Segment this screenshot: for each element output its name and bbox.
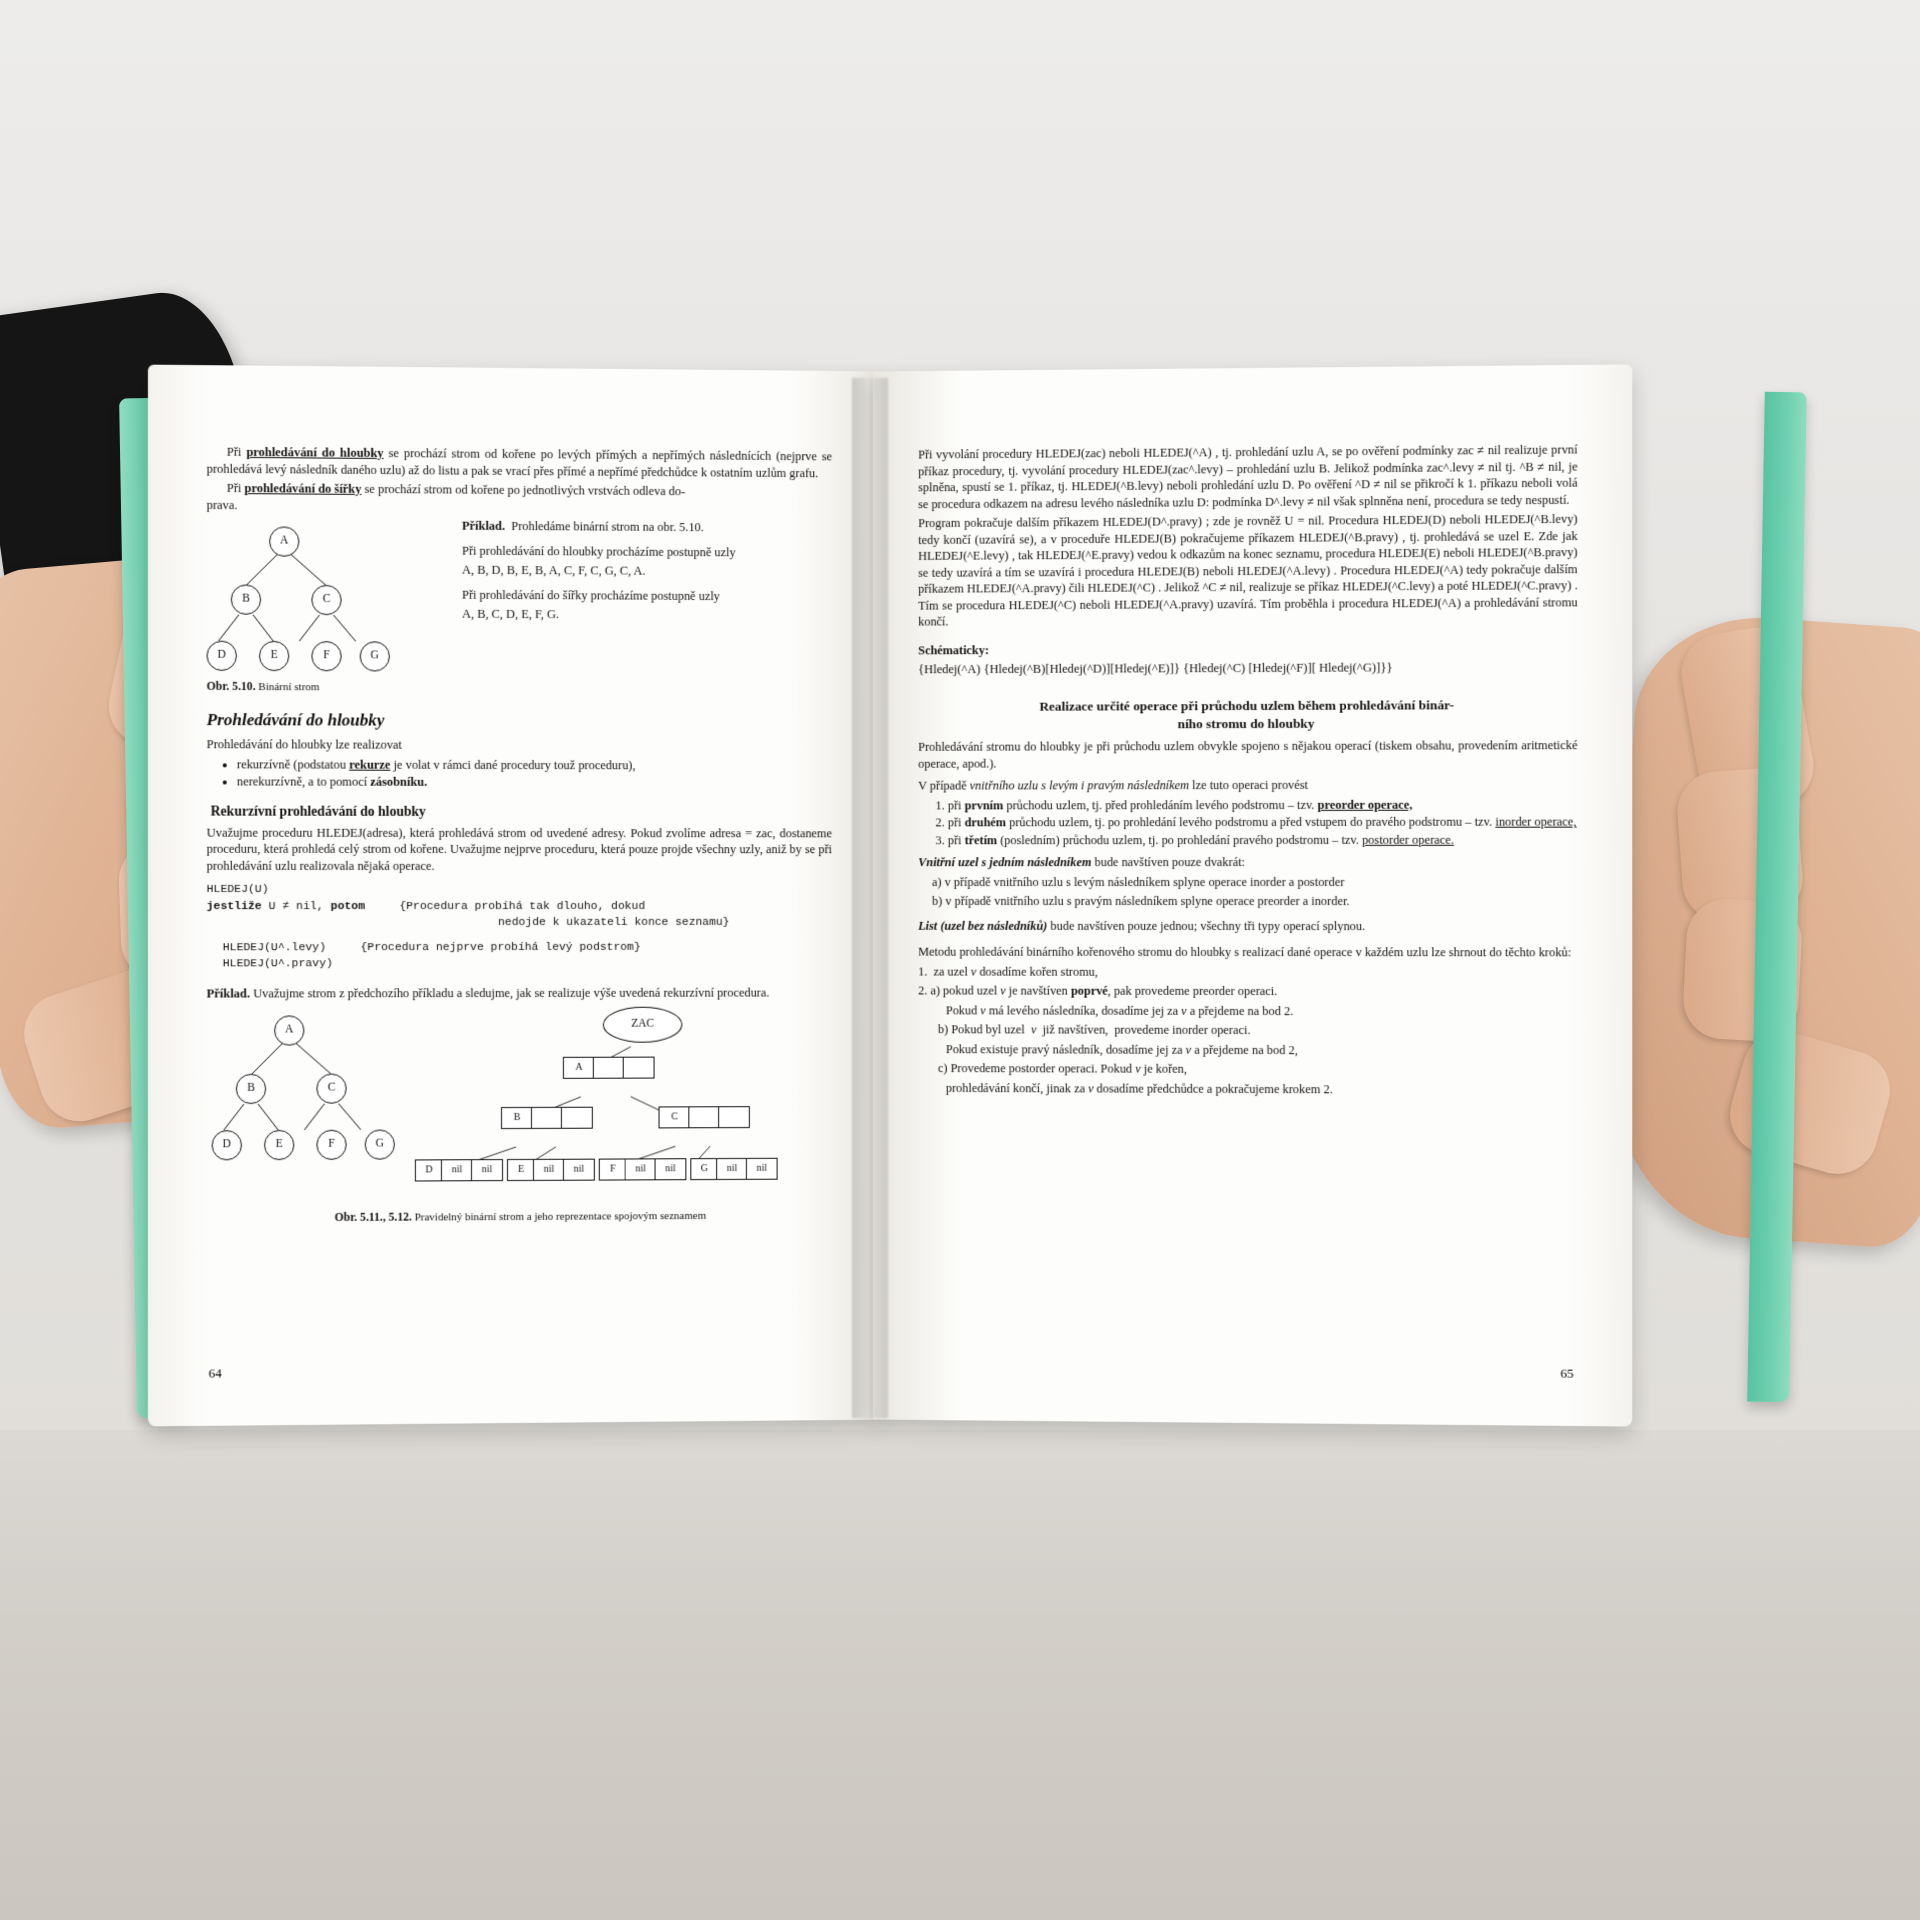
list-cell-a-value: A [563, 1057, 595, 1079]
schematically-label: Schématicky: [918, 642, 989, 657]
depth-bullet-list [207, 756, 832, 791]
example-line-3b: A, B, C, D, E, F, G. [461, 606, 560, 622]
fig511-node-c: C [316, 1074, 346, 1104]
paragraph-method-intro: Metodu prohledávání binárního kořenového stromu do hloubky s realizací dané operace v každém uzlu lze shrnout do těchto kroků: [918, 945, 1572, 960]
one-successor-item-a: a) v případě vnitřního uzlu s levým následníkem splyne operace inorder a postorder [932, 874, 1345, 889]
page-number-right: 65 [1560, 1365, 1574, 1381]
leaf-heading-italic: (uzel bez následníků) [940, 918, 1048, 933]
one-successor-item-b: b) v případě vnitřního uzlu s pravým následníkem splyne operace preorder a inorder. [932, 894, 1350, 909]
tree-node-c: C [311, 585, 341, 615]
paragraph-inner-node-intro [918, 777, 1577, 795]
figure-5-11-5-12 [210, 1011, 829, 1203]
example-and-figure [207, 516, 832, 662]
code-keyword-potom: potom [330, 900, 365, 913]
list-cell-g-value: G [690, 1159, 718, 1181]
book-edge-right [1747, 392, 1807, 1403]
term-breadth-search: prohledávání do šířky [244, 481, 362, 496]
code-line-1: HLEDEJ(U) [206, 884, 269, 897]
figure-5-10-caption [207, 679, 832, 697]
list-cell-c-left [688, 1107, 720, 1129]
leaf-heading-rest: bude navštíven pouze jednou; všechny tři typy operací splynou. [1047, 918, 1366, 933]
code-call-levy: HLEDEJ(U^.levy) [222, 942, 327, 955]
list-cell-g-nil2: nil [746, 1158, 778, 1180]
one-successor-heading-rest: bude navštíven pouze dvakrát: [1091, 855, 1246, 870]
list-cell-b-left [531, 1107, 563, 1129]
list-cell-c-value: C [659, 1107, 691, 1129]
figure-5-11-caption [207, 1208, 832, 1227]
operation-step-inorder: 2. při druhém průchodu uzlem, tj. po prohledání levého podstromu a před vstupem do pravého podstromu – tzv. inorder operace, [948, 814, 1578, 831]
one-successor-heading-italic: Vnitřní uzel s jedním následníkem [918, 855, 1092, 870]
list-cell-d-nil2: nil [471, 1160, 503, 1182]
operation-step-postorder: 3. při třetím (posledním) průchodu uzlem, tj. po prohledání pravého podstromu – tzv. postorder operace. [948, 832, 1578, 849]
intro-depth-search: Prohledávání do hloubky lze realizovat [206, 737, 402, 752]
example-2-text: Uvažujme strom z předchozího příkladu a sledujme, jak se realizuje výše uvedená rekurzívní procedura. [250, 985, 770, 1001]
figure-5-11-caption-text: Pravidelný binární strom a jeho reprezentace spojovým seznamem [411, 1210, 707, 1225]
method-step-2a-cont: Pokud v má levého následníka, dosadíme jej za v a přejdeme na bod 2. [945, 1003, 1294, 1018]
figure-5-11-caption-number: Obr. 5.11., 5.12. [334, 1211, 412, 1225]
paragraph-right-2: Program pokračuje dalším příkazem HLEDEJ(D^.pravy) ; zde je rovněž U = nil. Procedura HLEDEJ(D) neboli HLEDEJ(^B.levy) tedy končí (uzavírá se), a v proceduře HLEDEJ(B) pokračujeme příkazem HLEDEJ(^B.pravy) , tj. prohledává se uzel E. Zde jak HLEDEJ(^E.levy) , tak HLEDEJ(^E.pravy) vedou k odkazům na konec seznamu, procedura HLEDEJ(E) neboli HLEDEJ(^B.pravy) se tedy uzavírá a tím se uzavírá i procedura HLEDEJ(B) neboli HLEDEJ(^A.levy) . Procedura HLEDEJ(^A) tedy pokračuje dalším příkazem HLEDEJ(^A.pravy) čili HLEDEJ(^C) . Jelikož ^C ≠ nil, realizuje se příkaz HLEDEJ(^C.levy) a poté HLEDEJ(^C.pravy) . Tím se procedura HLEDEJ(^C) neboli HLEDEJ(^A.pravy) uzavírá. Tím proběhla i procedura HLEDEJ(^A) a prohledávání stromu končí. [918, 511, 1578, 629]
operation-steps-list [918, 796, 1577, 848]
list-root-zac: ZAC [603, 1007, 683, 1043]
tree-node-e: E [259, 641, 289, 671]
list-cell-e-nil1: nil [533, 1159, 565, 1181]
tree-node-b: B [231, 584, 261, 614]
example-line-2b: A, B, D, B, E, B, A, C, F, C, G, C, A. [461, 562, 646, 578]
example-line-3: Při prohledávání do šířky procházíme postupně uzly [461, 587, 720, 603]
list-cell-a-left [593, 1057, 625, 1079]
example-label: Příklad. [461, 518, 506, 533]
code-comment-1: {Procedura probíhá tak dlouho, dokud [399, 900, 646, 913]
method-step-2c: c) Provedeme postorder operaci. Pokud v je kořen, [937, 1061, 1187, 1077]
list-cell-d-value: D [415, 1160, 443, 1182]
open-book [110, 368, 1810, 1458]
paragraph-right-1: Při vyvolání procedury HLEDEJ(zac) neboli HLEDEJ(^A) , tj. prohledání uzlu A, se po ověření podmínky zac ≠ nil realizuje první příkaz procedury, tj. vyvolání procedury HLEDEJ(zac^.levy) – prohledání uzlu B. Jelikož podmínka zac^.levy ≠ nil tj. ^B ≠ nil, je splněna, spustí se 1. příkaz, tj. HLEDEJ(^B.levy) neboli prohledání uzlu D. Po ověření ^D ≠ nil se přikročí k 1. příkazu neboli volá se procedura odkazem na adresu levého následníka uzlu D: podmínka D^.levy ≠ nil však splnněna není, procedura se tedy nespustí. [918, 442, 1578, 511]
code-line-2 [207, 899, 832, 916]
book-gutter-shadow [852, 378, 888, 1418]
method-step-2b-cont: Pokud existuje pravý následník, dosadíme jej za v a přejdeme na bod 2, [945, 1042, 1298, 1058]
leaf-heading [918, 918, 1577, 935]
inner-node-intro-italic: vnitřního uzlu s levým i pravým následníkem [969, 778, 1190, 793]
right-page [873, 364, 1632, 1426]
example-label-line [462, 518, 832, 537]
tree-node-f: F [311, 641, 341, 671]
section-heading-line-2: ního stromu do hloubky [1177, 715, 1315, 731]
code-cond: U ≠ nil, [261, 900, 331, 913]
list-cell-f-nil1: nil [625, 1159, 657, 1181]
figure-5-10-caption-number: Obr. 5.10. [206, 679, 256, 694]
code-keyword-jestlize: jestliže [206, 900, 262, 913]
list-cell-e-nil2: nil [563, 1159, 595, 1181]
term-recursion: rekurze [349, 757, 391, 772]
tree-node-g: G [360, 641, 390, 671]
code-block-hledej [207, 882, 832, 973]
tree-node-d: D [207, 641, 237, 671]
leaf-heading-bold: List [918, 918, 941, 933]
fig511-node-g: G [365, 1130, 395, 1160]
paragraph-depth-search: Při prohledávání do hloubky se prochází strom od kořene po levých přímých a nepřímých následnících (nejprve se prohledává levý následník daného uzlu) až do listu a pak se vrací přes přímé a nepřímé předchůdce k ostatním uzlům grafu. [206, 444, 833, 480]
operation-step-preorder: 1. při prvním průchodu uzlem, tj. před prohledáním levého podstromu – tzv. preorder operace, [948, 796, 1578, 813]
example-line-2: Při prohledávání do hloubky procházíme postupně uzly [461, 543, 736, 559]
fig511-node-a: A [274, 1016, 304, 1046]
example-2-label: Příklad. [206, 986, 251, 1001]
example-line-1: Prohledáme binární strom na obr. 5.10. [511, 518, 704, 535]
list-cell-f-nil2: nil [655, 1159, 687, 1181]
code-line-3 [207, 940, 832, 957]
section-heading [918, 696, 1577, 734]
one-successor-heading [918, 854, 1577, 871]
section-heading-line-1: Realizace určité operace při průchodu uzlem během prohledávání binár- [1039, 697, 1455, 714]
list-cell-c-right [718, 1107, 750, 1129]
list-cell-g-nil1: nil [716, 1158, 748, 1180]
fig511-node-b: B [236, 1074, 266, 1104]
list-cell-b-value: B [501, 1107, 533, 1129]
bullet-nonrecursive: • nerekurzívně, a to pomocí zásobníku. [237, 774, 832, 792]
paragraph-recursive-text: Uvažujme proceduru HLEDEJ(adresa), která prohledává strom od uvedené adresy. Pokud zvolíme adresa = zac, dostaneme proceduru, která prohledá celý strom od kořene. Uvažujme nejprve proceduru, která pouze projde všechny uzly, aniž by se při prohledávání uzlu realizovala nějaká operace. [206, 825, 833, 873]
method-step-1: 1. za uzel v dosadíme kořen stromu, [918, 964, 1098, 979]
figure-5-10-tree [207, 522, 448, 662]
fig511-node-d: D [212, 1131, 242, 1161]
fig511-node-e: E [264, 1130, 294, 1160]
method-steps [918, 963, 1577, 1098]
heading-depth-search: Prohledávání do hloubky [206, 709, 385, 730]
method-step-2a: 2. a) pokud uzel v je navštíven poprvé, pak provedeme preorder operaci. [918, 983, 1278, 999]
paragraph-after-heading: Prohledávání stromu do hloubky je při průchodu uzlem obvykle spojeno s nějakou operací (tiskem obsahu, provedením aritmetické operace, apod.). [918, 738, 1578, 771]
bullet-recursive: • rekurzívně (podstatou rekurze je volat v rámci dané procedury touž proceduru), [237, 756, 832, 774]
page-number-left: 64 [208, 1365, 222, 1381]
code-comment-2: {Procedura nejprve probíhá levý podstrom} [360, 941, 641, 955]
method-step-2c-cont: prohledávání končí, jinak za v dosadíme předchůdce a pokračujeme krokem 2. [945, 1080, 1333, 1097]
fig511-node-f: F [316, 1130, 346, 1160]
term-stack: zásobníku. [370, 774, 428, 790]
heading-recursive-depth-search: Rekurzívní prohledávání do hloubky [210, 803, 426, 819]
left-page [148, 365, 877, 1427]
inner-node-intro-post: lze tuto operaci provést [1189, 778, 1309, 793]
code-line-4: HLEDEJ(U^.pravy) [222, 958, 333, 971]
schematically-value: {Hledej(^A) {Hledej(^B)[Hledej(^D)][Hledej(^E)]} {Hledej(^C) [Hledej(^F)][ Hledej(^G)]}} [918, 660, 1393, 677]
term-depth-search: prohledávání do hloubky [246, 444, 384, 461]
list-cell-a-right [623, 1057, 655, 1079]
inner-node-intro-pre: V případě [918, 778, 970, 793]
paragraph-example-2 [207, 984, 832, 1002]
list-cell-d-nil1: nil [441, 1160, 473, 1182]
tree-node-a: A [269, 526, 299, 556]
list-cell-b-right [561, 1107, 593, 1129]
method-step-2b: b) Pokud byl uzel v již navštíven, provedeme inorder operaci. [937, 1022, 1251, 1038]
table-surface [0, 1430, 1920, 1920]
figure-5-10-caption-text: Binární strom [255, 681, 320, 694]
example-text-block [462, 518, 832, 627]
list-cell-f-value: F [599, 1159, 627, 1181]
list-cell-e-value: E [507, 1159, 535, 1181]
code-comment-1b: nedojde k ukazateli konce seznamu} [498, 917, 730, 930]
paragraph-breadth-search: Při prohledávání do šířky se prochází strom od kořene po jednotlivých vrstvách odleva do- prava. [206, 480, 686, 512]
